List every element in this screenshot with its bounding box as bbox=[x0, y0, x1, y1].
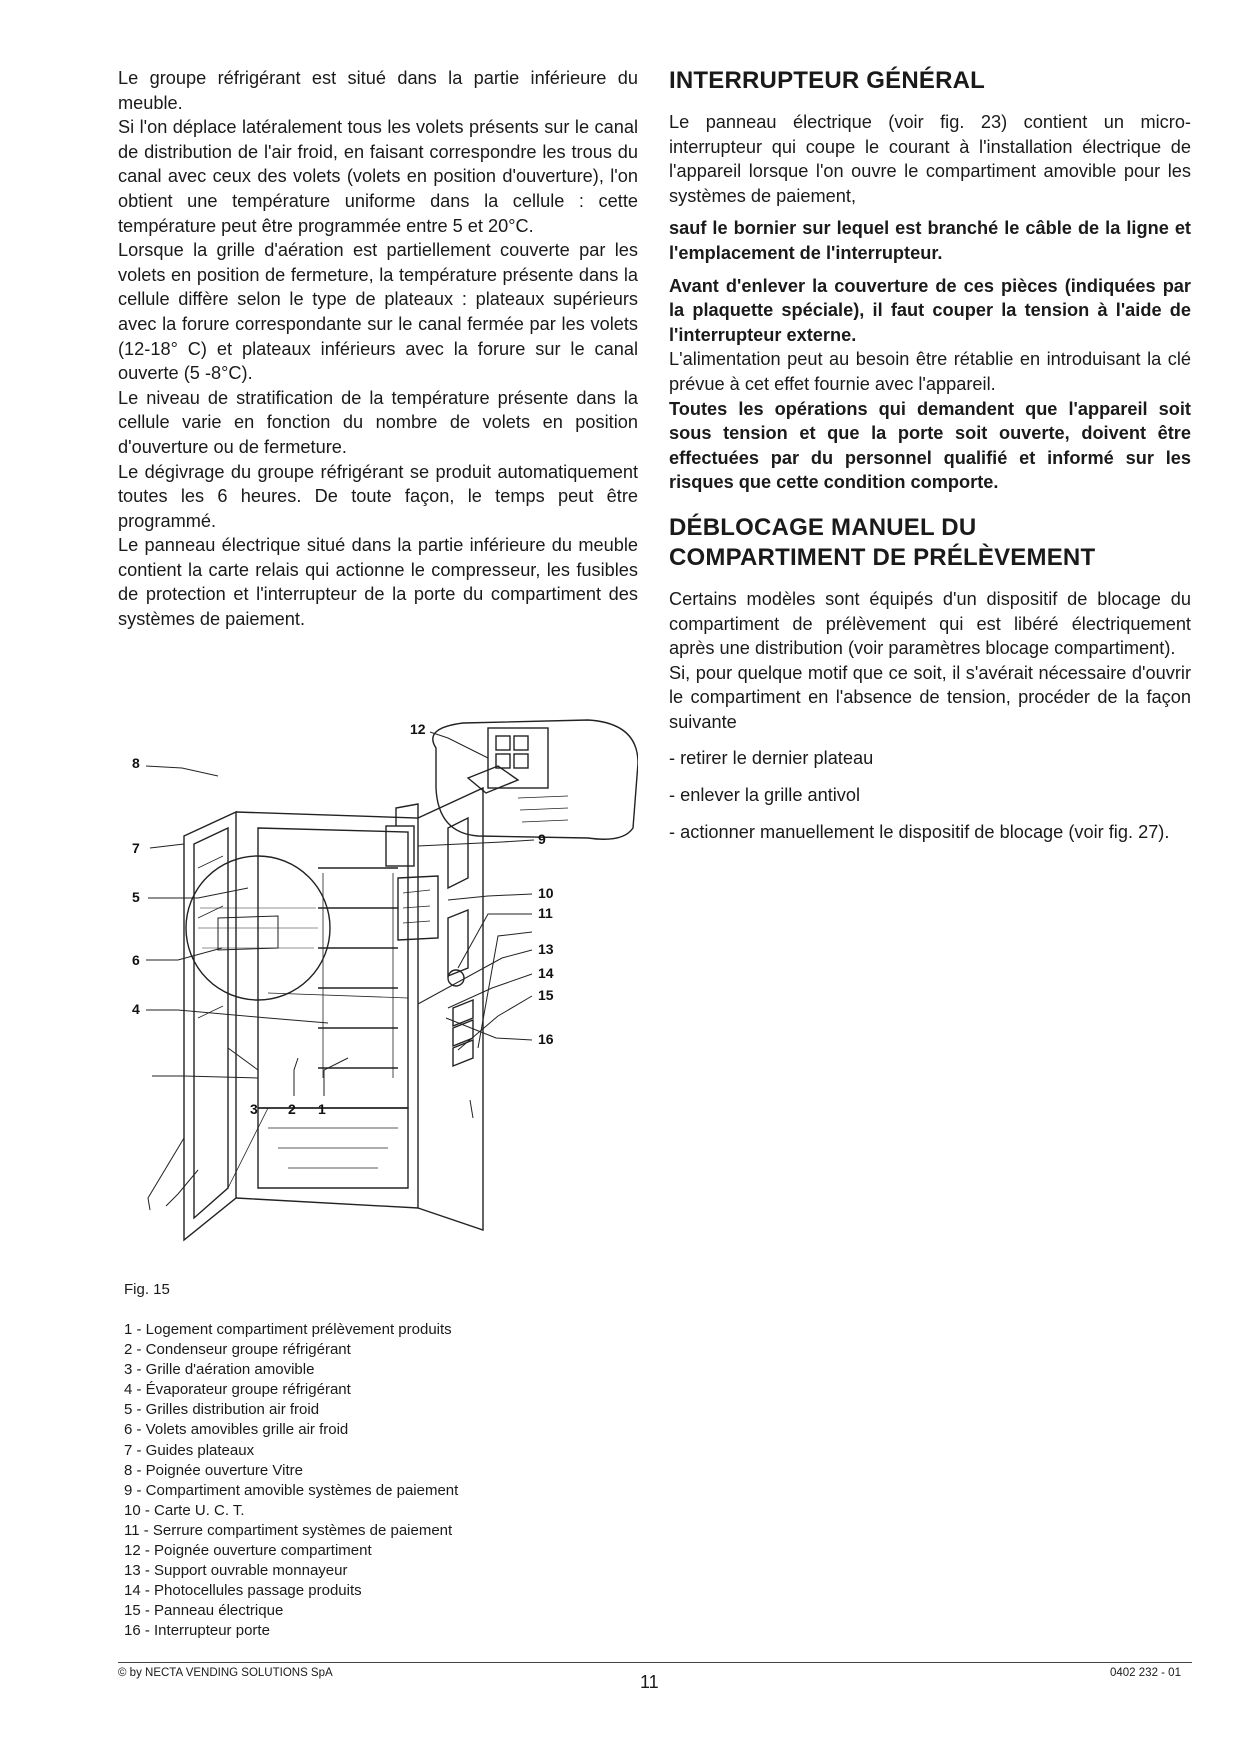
callout-5: 5 bbox=[132, 889, 140, 905]
paragraph-location: Le groupe réfrigérant est situé dans la partie inférieure du meuble. bbox=[118, 68, 638, 113]
step-actuate-lock: - actionner manuellement le dispositif de blocage (voir fig. 27). bbox=[669, 821, 1170, 842]
legend-item: 13 - Support ouvrable monnayeur bbox=[124, 1562, 348, 1580]
paragraph-stratified-temperature: Lorsque la grille d'aération est partiellement couverte par les volets en position de fermeture, la température présente dans la cellule diffère selon le type de plateaux : plateaux supérieurs avec la forure correspondante sur le canal fermée par les volets (12-18° C) et plateaux inférieurs avec la forure sur le canal ouverte (5 -8°C). bbox=[118, 240, 638, 384]
paragraph-stratification-level: Le niveau de stratification de la température présente dans la cellule varie en fonction du nombre de volets en position d'ouverture ou de fermeture. bbox=[118, 387, 638, 457]
legend-item: 14 - Photocellules passage produits bbox=[124, 1582, 362, 1600]
callout-6: 6 bbox=[132, 952, 140, 968]
figure-caption: Fig. 15 bbox=[124, 1281, 170, 1298]
legend-item: 1 - Logement compartiment prélèvement produits bbox=[124, 1321, 452, 1338]
paragraph-electric-panel: Le panneau électrique situé dans la partie inférieure du meuble contient la carte relais qui actionne le compresseur, les fusibles de protection et l'interrupteur de la porte du compartiment des systèmes de paiement. bbox=[118, 535, 638, 630]
figure-15-drawing bbox=[118, 718, 638, 1248]
legend-item: 15 - Panneau électrique bbox=[124, 1602, 284, 1620]
manual-release-paragraph-1: Certains modèles sont équipés d'un dispositif de blocage du compartiment de prélèvement qui est libéré électriquement après une distribution (voir paramètres blocage compartiment). bbox=[669, 588, 1191, 659]
step-remove-grille: - enlever la grille antivol bbox=[669, 785, 861, 806]
legend-item: 16 - Interrupteur porte bbox=[124, 1622, 270, 1640]
callout-12: 12 bbox=[410, 721, 426, 737]
callout-10: 10 bbox=[538, 885, 554, 901]
callout-16: 16 bbox=[538, 1031, 554, 1047]
paragraph-uniform-temperature: Si l'on déplace latéralement tous les volets présents sur le canal de distribution de l'air froid, en faisant correspondre les trous du canal avec ceux des volets (volets en position d'ouverture), l'on obtient une température uniforme dans la cellule : cette température peut être programmée entre 5 et 20°C. bbox=[118, 117, 638, 236]
legend-item: 6 - Volets amovibles grille air froid bbox=[124, 1421, 349, 1439]
legend-item: 5 - Grilles distribution air froid bbox=[124, 1401, 320, 1419]
legend-item: 9 - Compartiment amovible systèmes de paiement bbox=[124, 1481, 459, 1499]
footer-copyright: © by NECTA VENDING SOLUTIONS SpA bbox=[118, 1667, 333, 1679]
callout-11: 11 bbox=[538, 905, 553, 921]
section-title-line-2: COMPARTIMENT DE PRÉLÈVEMENT bbox=[669, 543, 1096, 571]
legend-item: 10 - Carte U. C. T. bbox=[124, 1501, 245, 1519]
paragraph-defrost: Le dégivrage du groupe réfrigérant se produit automatiquement toutes les 6 heures. De toute façon, le temps peut être programmé. bbox=[118, 461, 638, 531]
left-column bbox=[118, 66, 638, 632]
section-title-main-switch: INTERRUPTEUR GÉNÉRAL bbox=[669, 67, 986, 94]
legend-item: 12 - Poignée ouverture compartiment bbox=[124, 1542, 372, 1560]
callout-15: 15 bbox=[538, 987, 554, 1003]
callout-9: 9 bbox=[538, 831, 546, 847]
manual-release-paragraph-2: Si, pour quelque motif que ce soit, il s'avérait nécessaire d'ouvrir le compartiment en l'absence de tension, procéder de la façon suivante bbox=[669, 662, 1191, 732]
document-code: 0402 232 - 01 bbox=[1110, 1667, 1181, 1679]
callout-7: 7 bbox=[132, 840, 140, 856]
callout-3: 3 bbox=[250, 1101, 258, 1117]
section-title-line-1: DÉBLOCAGE MANUEL DU bbox=[669, 513, 977, 541]
section-title-manual-release bbox=[669, 513, 1191, 573]
callout-8: 8 bbox=[132, 755, 140, 771]
cabinet-outline bbox=[236, 812, 418, 1208]
main-switch-paragraph-1: Le panneau électrique (voir fig. 23) contient un micro-interrupteur qui coupe le courant à l'installation électrique de l'appareil lorsque l'on ouvre le compartiment amovible pour les systèmes de paiement, bbox=[669, 112, 1191, 206]
right-column bbox=[669, 66, 1191, 844]
figure-legend bbox=[124, 1320, 458, 1642]
callout-13: 13 bbox=[538, 941, 554, 957]
legend-item: 8 - Poignée ouverture Vitre bbox=[124, 1461, 303, 1479]
step-remove-tray: - retirer le dernier plateau bbox=[669, 748, 874, 769]
legend-item: 4 - Évaporateur groupe réfrigérant bbox=[124, 1381, 351, 1399]
legend-item: 11 - Serrure compartiment systèmes de paiement bbox=[124, 1521, 453, 1539]
callout-2: 2 bbox=[288, 1101, 296, 1117]
callout-14: 14 bbox=[538, 965, 554, 981]
vending-machine-illustration bbox=[118, 718, 638, 1248]
legend-item: 7 - Guides plateaux bbox=[124, 1441, 255, 1459]
legend-item: 2 - Condenseur groupe réfrigérant bbox=[124, 1341, 351, 1359]
main-switch-paragraph-2: L'alimentation peut au besoin être rétablie en introduisant la clé prévue à cet effet fournie avec l'appareil. bbox=[669, 349, 1191, 394]
main-switch-warning-3: Toutes les opérations qui demandent que l'appareil soit sous tension et que la porte soit ouverte, doivent être effectuées par du personnel qualifié et informé sur les risques que cette condition comporte. bbox=[669, 398, 1191, 493]
footer-divider bbox=[118, 1662, 1192, 1663]
tray-lines bbox=[318, 868, 398, 1068]
legend-item: 3 - Grille d'aération amovible bbox=[124, 1361, 315, 1379]
callout-4: 4 bbox=[132, 1001, 140, 1017]
callout-1: 1 bbox=[318, 1101, 326, 1117]
main-switch-warning-1: sauf le bornier sur lequel est branché le câble de la ligne et l'emplacement de l'interrupteur. bbox=[669, 218, 1191, 263]
main-switch-warning-2: Avant d'enlever la couverture de ces pièces (indiquées par la plaquette spéciale), il faut couper la tension à l'aide de l'interrupteur externe. bbox=[669, 275, 1191, 345]
page-number: 11 bbox=[640, 1672, 659, 1692]
